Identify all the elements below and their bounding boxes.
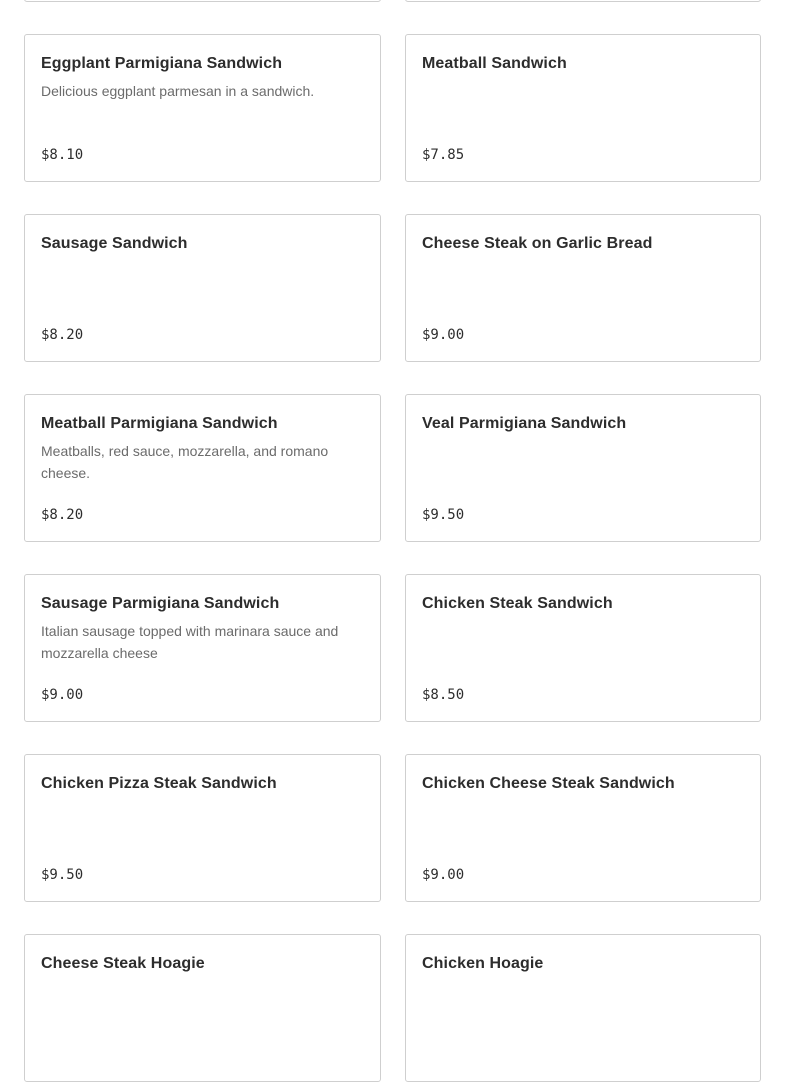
menu-item-card[interactable] [405,0,761,2]
menu-item-name: Sausage Parmigiana Sandwich [41,595,280,612]
menu-item-card[interactable] [24,34,381,182]
menu-item-price: $9.50 [422,507,465,523]
menu-item-name: Cheese Steak on Garlic Bread [422,235,653,252]
menu-item-name: Chicken Pizza Steak Sandwich [41,775,277,792]
menu-item-name: Chicken Cheese Steak Sandwich [422,775,675,792]
menu-item-name: Sausage Sandwich [41,235,188,252]
menu-item-price: $8.20 [41,507,84,523]
menu-item-card[interactable] [405,34,761,182]
menu-item-name: Eggplant Parmigiana Sandwich [41,55,283,72]
menu-item-card[interactable] [405,574,761,722]
menu-item-description: Italian sausage topped with marinara sauce and mozzarella cheese [41,623,339,661]
menu-item-price: $8.50 [422,687,465,703]
menu-item-name: Meatball Sandwich [422,55,567,72]
menu-item-price: $8.10 [41,147,84,163]
menu-item-card[interactable] [405,934,761,1082]
menu-item-price: $9.50 [41,867,84,883]
menu-item-name: Chicken Hoagie [422,955,544,972]
menu-item-name: Veal Parmigiana Sandwich [422,415,627,432]
menu-item-card[interactable] [405,394,761,542]
menu-item-price: $9.00 [422,327,465,343]
menu-item-price: $9.00 [41,687,84,703]
menu-item-card[interactable] [24,214,381,362]
menu-item-price: $7.85 [422,147,465,163]
menu-item-card[interactable] [24,0,381,2]
menu-item-card[interactable] [24,574,381,722]
menu-item-card[interactable] [24,754,381,902]
menu-item-card[interactable] [405,214,761,362]
menu-item-grid [24,0,761,1082]
menu-item-card[interactable] [24,394,381,542]
menu-item-card[interactable] [24,934,381,1082]
menu-item-price: $8.20 [41,327,84,343]
menu-item-name: Cheese Steak Hoagie [41,955,205,972]
menu-item-description: Delicious eggplant parmesan in a sandwich. [41,83,315,99]
menu-item-description: Meatballs, red sauce, mozzarella, and romano cheese. [41,443,329,481]
menu-item-card[interactable] [405,754,761,902]
menu-item-name: Meatball Parmigiana Sandwich [41,415,278,432]
menu-item-name: Chicken Steak Sandwich [422,595,613,612]
menu-item-price: $9.00 [422,867,465,883]
